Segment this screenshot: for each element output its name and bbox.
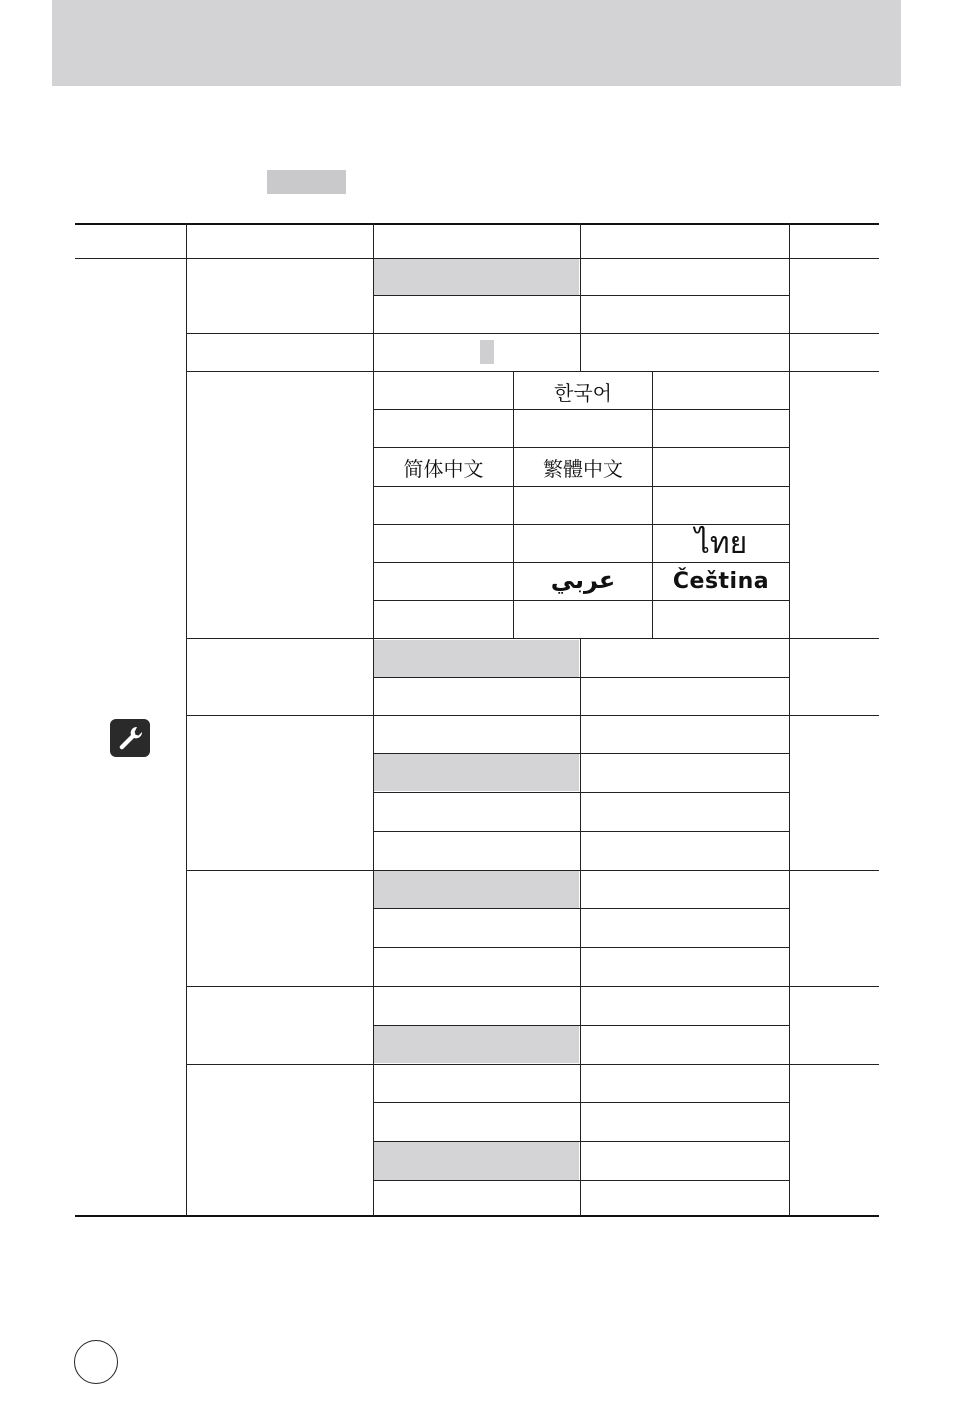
row-divider [373,486,789,487]
row-divider [75,258,879,259]
language-option-arabic: عربي [550,566,616,594]
page-number-circle [74,1340,118,1384]
highlight-legend-swatch [267,170,346,194]
row-divider [186,1064,879,1065]
language-option-simplified-chinese: 简体中文 [403,456,484,481]
header-band [52,0,901,86]
row-divider [186,638,879,639]
row-divider [373,908,789,909]
row-divider [373,1025,789,1026]
highlighted-option-cell [374,1026,579,1063]
highlighted-option-cell [374,1142,579,1180]
language-option-traditional-chinese: 繁體中文 [543,456,623,481]
wrench-icon [110,719,150,757]
row-divider [373,753,789,754]
row-divider [373,1180,789,1181]
col-divider [580,223,581,371]
row-divider [373,600,789,601]
row-divider [186,870,879,871]
language-option-czech: Čeština [672,568,770,594]
language-option-korean: 한국어 [554,380,612,405]
highlighted-option-cell [374,258,579,295]
row-divider [373,295,789,296]
highlighted-option-cell [374,640,579,677]
row-divider [186,371,879,372]
row-divider [373,792,789,793]
row-divider [373,831,789,832]
highlighted-option-cell [374,871,579,908]
row-divider [373,677,789,678]
row-divider [373,1141,789,1142]
highlighted-option-cell [374,754,579,791]
row-divider [186,333,879,334]
row-divider [373,447,789,448]
row-divider [373,947,789,948]
row-divider [373,1102,789,1103]
small-highlight-marker [480,340,494,364]
row-divider [186,715,879,716]
row-divider [186,986,879,987]
language-option-thai: ไทย [694,526,748,561]
menu-settings-table [75,223,879,1217]
row-divider [373,409,789,410]
col-divider [580,638,581,1216]
